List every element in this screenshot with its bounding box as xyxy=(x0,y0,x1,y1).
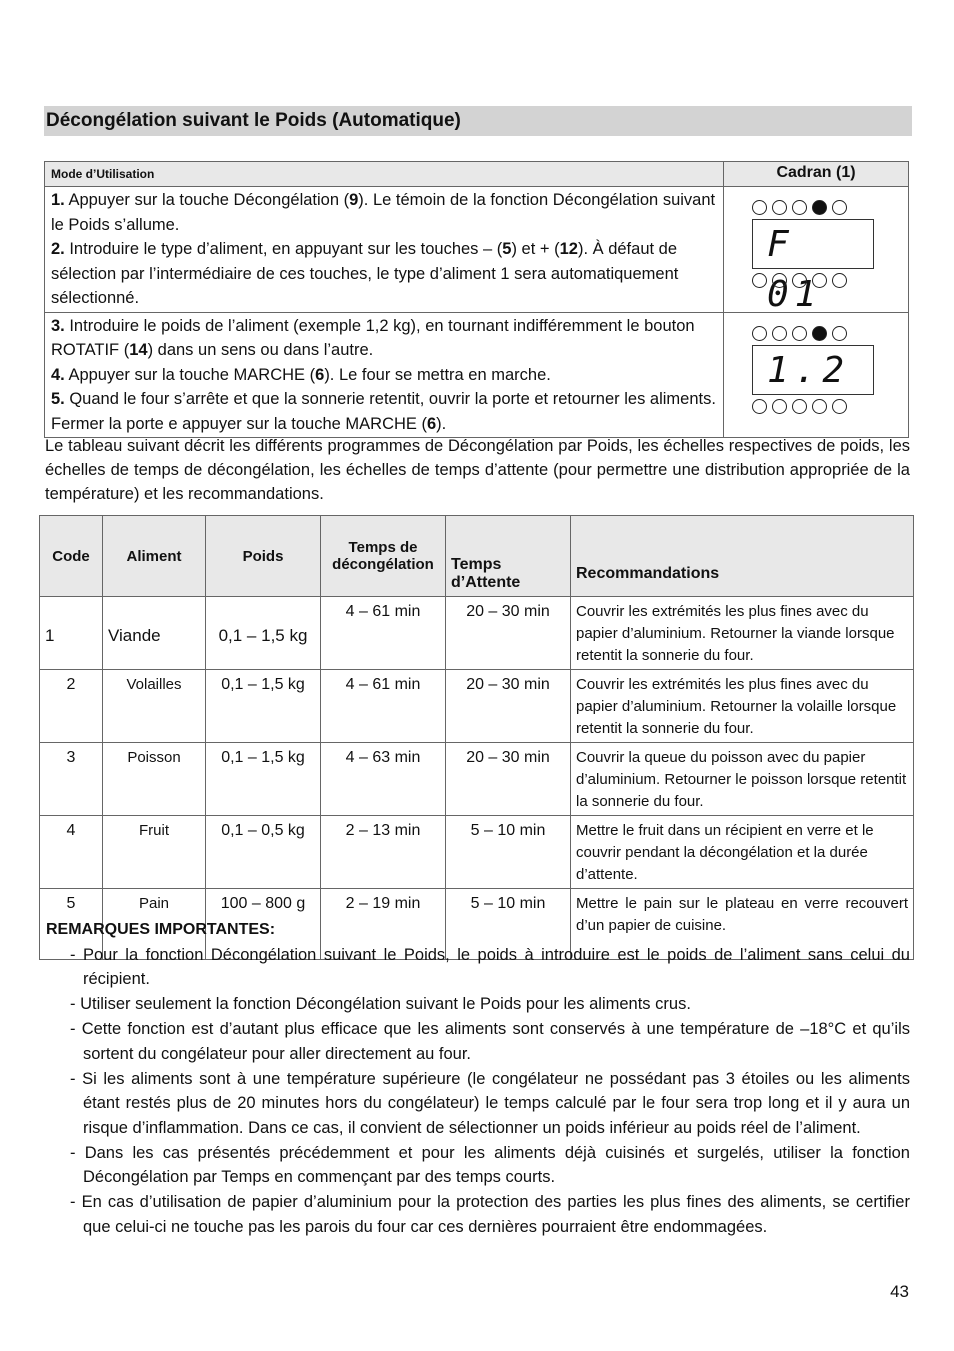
dial-illustration xyxy=(752,326,880,426)
cell-temps-attente: 20 – 30 min xyxy=(446,597,571,670)
cell-recommandation: Couvrir les extrémités les plus fines avec du papier d’aluminium. Retourner la volaille lorsque retentit la sonnerie du four. xyxy=(571,670,914,743)
table-row xyxy=(40,670,914,743)
indicator-row-bottom xyxy=(752,399,880,414)
table-row xyxy=(40,743,914,816)
dial-cell xyxy=(724,187,909,313)
dial-cell xyxy=(724,312,909,438)
cell-poids: 0,1 – 0,5 kg xyxy=(206,816,321,889)
cell-recommandation: Mettre le fruit dans un récipient en verre et le couvrir pendant la décongélation et la durée d’attente. xyxy=(571,816,914,889)
mode-row xyxy=(45,312,909,438)
indicator-dot xyxy=(832,399,847,414)
indicator-dot xyxy=(772,399,787,414)
indicator-dot xyxy=(772,273,787,288)
cell-code: 4 xyxy=(40,816,103,889)
table-header-row xyxy=(40,516,914,597)
indicator-dot xyxy=(792,326,807,341)
indicator-dot xyxy=(772,200,787,215)
step-5: 5. Quand le four s’arrête et que la sonnerie retentit, ouvrir la porte et retourner les aliments. Fermer la porte e appuyer sur la touche MARCHE (6). xyxy=(51,390,716,433)
cell-recommandation: Couvrir la queue du poisson avec du papier d’aluminium. Retourner le poisson lorsque retentit la sonnerie du four. xyxy=(571,743,914,816)
indicator-dot xyxy=(752,273,767,288)
col-code: Code xyxy=(40,516,103,597)
indicator-dot xyxy=(832,326,847,341)
cell-recommandation: Couvrir les extrémités les plus fines avec du papier d’aluminium. Retourner la viande lorsque retentit la sonnerie du four. xyxy=(571,597,914,670)
indicator-dot-active xyxy=(812,326,827,341)
cell-aliment: Pain xyxy=(103,889,206,960)
remarks-list xyxy=(46,943,910,1240)
table-row xyxy=(40,816,914,889)
step-4: 4. Appuyer sur la touche MARCHE (6). Le four se mettra en marche. xyxy=(51,365,551,384)
lcd-display: 1.2 xyxy=(752,345,874,395)
list-item: - En cas d’utilisation de papier d’aluminium pour la protection des parties les plus fines des aliments, se certifier que celui-ci ne touche pas les parois du four car ces dernières pourraient être endommagées. xyxy=(62,1190,910,1239)
cell-code: 1 xyxy=(40,597,103,670)
section-title: Décongélation suivant le Poids (Automatique) xyxy=(46,110,461,131)
indicator-row-top xyxy=(752,200,880,215)
cell-temps-decongelation: 4 – 61 min xyxy=(321,670,446,743)
step-2: 2. Introduire le type d’aliment, en appuyant sur les touches – (5) et + (12). À défaut de sélection par l’intermédiaire de ces touches, le type d’aliment 1 sera automatiquement sélectionné. xyxy=(51,240,679,307)
step-1: 1. Appuyer sur la touche Décongélation (9). Le témoin de la fonction Décongélation suivant le Poids s’allume. xyxy=(51,191,716,234)
indicator-dot xyxy=(752,326,767,341)
cell-temps-attente: 20 – 30 min xyxy=(446,670,571,743)
indicator-dot xyxy=(832,200,847,215)
cell-temps-attente: 5 – 10 min xyxy=(446,889,571,960)
cell-temps-attente: 20 – 30 min xyxy=(446,743,571,816)
list-item: - Pour la fonction Décongélation suivant le Poids, le poids à introduire est le poids de l’aliment sans celui du récipient. xyxy=(62,943,910,992)
mode-table xyxy=(44,161,909,438)
col-temps-attente: Temps d’Attente xyxy=(446,516,571,597)
list-item: - Cette fonction est d’autant plus efficace que les aliments sont conservés à une température de –18°C et qu’ils sortent du congélateur pour aller directement au four. xyxy=(62,1017,910,1066)
indicator-dot xyxy=(812,273,827,288)
mode-row xyxy=(45,187,909,313)
dial-illustration xyxy=(752,200,880,315)
page-number: 43 xyxy=(890,1282,909,1301)
col-poids: Poids xyxy=(206,516,321,597)
indicator-dot xyxy=(752,200,767,215)
cell-aliment: Poisson xyxy=(103,743,206,816)
cell-temps-decongelation: 2 – 13 min xyxy=(321,816,446,889)
col-aliment: Aliment xyxy=(103,516,206,597)
col-recommandations: Recommandations xyxy=(571,516,914,597)
list-item: - Dans les cas présentés précédemment et pour les aliments déjà cuisinés et surgelés, utiliser la fonction Décongélation par Temps en commençant par des temps courts. xyxy=(62,1141,910,1190)
cell-temps-decongelation: 4 – 61 min xyxy=(321,597,446,670)
cell-temps-decongelation: 2 – 19 min xyxy=(321,889,446,960)
indicator-dot xyxy=(772,326,787,341)
program-table xyxy=(39,515,914,960)
section-title-bar xyxy=(44,106,912,136)
cell-poids: 0,1 – 1,5 kg xyxy=(206,670,321,743)
indicator-dot xyxy=(832,273,847,288)
indicator-row-top xyxy=(752,326,880,341)
table-row xyxy=(40,597,914,670)
indicator-dot-active xyxy=(812,200,827,215)
cell-aliment: Fruit xyxy=(103,816,206,889)
remarks-title: REMARQUES IMPORTANTES: xyxy=(46,921,276,938)
list-item: - Si les aliments sont à une température supérieure (le congélateur ne possédant pas 3 étoiles ou les aliments étant restés plus de 20 minutes hors du congélateur) le temps calculé par le four sera trop long et il y aura un risque d’inflammation. Dans ce cas, il convient de sélectionner un poids inférieur au poids réel de l’aliment. xyxy=(62,1067,910,1141)
indicator-dot xyxy=(792,200,807,215)
cell-recommandation: Mettre le pain sur le plateau en verre recouvert d’un papier de cuisine. xyxy=(571,889,914,960)
steps-cell xyxy=(45,187,724,313)
cell-code: 2 xyxy=(40,670,103,743)
indicator-dot xyxy=(792,273,807,288)
cell-code: 3 xyxy=(40,743,103,816)
cell-poids: 100 – 800 g xyxy=(206,889,321,960)
intro-paragraph: Le tableau suivant décrit les différents programmes de Décongélation par Poids, les échelles respectives de poids, les échelles de temps de décongélation, les échelles de temps d’attente (pour permettre une distribution appropriée de la température) et les recommandations. xyxy=(45,437,910,503)
cell-code: 5 xyxy=(40,889,103,960)
cell-aliment: Volailles xyxy=(103,670,206,743)
indicator-dot xyxy=(752,399,767,414)
remarks-section xyxy=(46,918,910,1240)
cell-temps-attente: 5 – 10 min xyxy=(446,816,571,889)
list-item: - Utiliser seulement la fonction Décongélation suivant le Poids pour les aliments crus. xyxy=(62,992,910,1017)
dial-header: Cadran (1) xyxy=(724,162,909,187)
mode-header: Mode d’Utilisation xyxy=(45,162,724,187)
cell-poids: 0,1 – 1,5 kg xyxy=(206,743,321,816)
steps-cell xyxy=(45,312,724,438)
lcd-display: F 01 xyxy=(752,219,874,269)
cell-temps-decongelation: 4 – 63 min xyxy=(321,743,446,816)
col-temps-decongelation: Temps de décongélation xyxy=(321,516,446,597)
cell-aliment: Viande xyxy=(103,597,206,670)
indicator-dot xyxy=(792,399,807,414)
indicator-dot xyxy=(812,399,827,414)
cell-poids: 0,1 – 1,5 kg xyxy=(206,597,321,670)
step-3: 3. Introduire le poids de l’aliment (exemple 1,2 kg), en tournant indifféremment le bouton ROTATIF (14) dans un sens ou dans l’autre. xyxy=(51,316,695,359)
